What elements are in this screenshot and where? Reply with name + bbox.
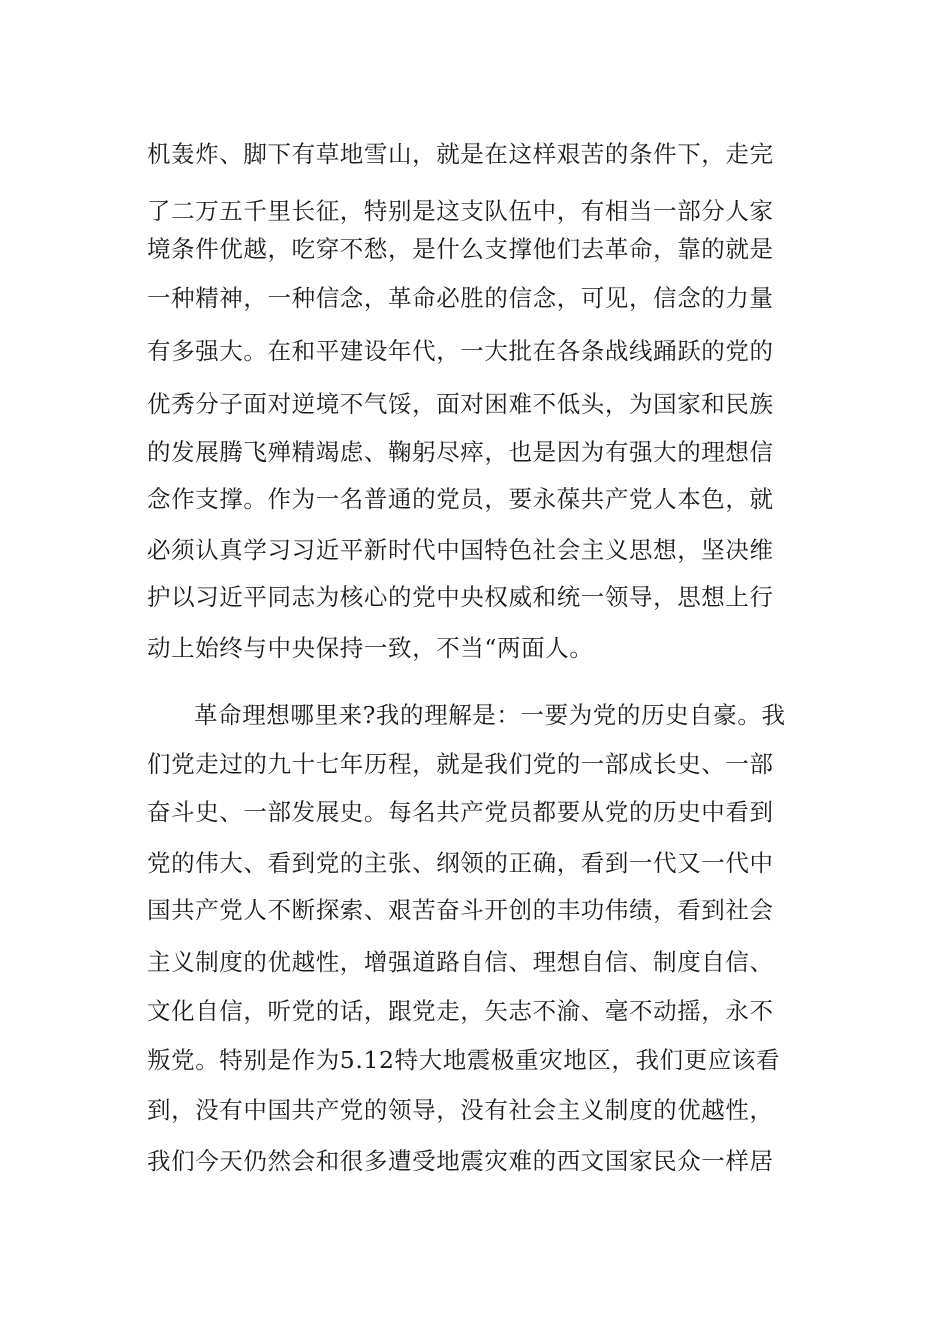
paragraph-1-line-3: 境条件优越，吃穿不愁，是什么支撑他们去革命，靠的就是 <box>147 235 774 263</box>
paragraph-2-line-10: 我们今天仍然会和很多遭受地震灾难的西文国家民众一样居 <box>147 1147 774 1175</box>
paragraph-1-line-5: 有多强大。在和平建设年代，一大批在各条战线踊跃的党的 <box>147 337 774 365</box>
paragraph-2-line-4: 党的伟大、看到党的主张、纲领的正确，看到一代又一代中 <box>147 849 774 877</box>
paragraph-1-line-2: 了二万五千里长征，特别是这支队伍中，有相当一部分人家 <box>147 197 774 225</box>
paragraph-1-line-1: 机轰炸、脚下有草地雪山，就是在这样艰苦的条件下，走完 <box>147 140 774 168</box>
paragraph-2-line-1: 革命理想哪里来?我的理解是：一要为党的历史自豪。我 <box>194 701 786 729</box>
paragraph-1-line-8: 念作支撑。作为一名普通的党员，要永葆共产党人本色，就 <box>147 485 774 513</box>
paragraph-1-line-9: 必须认真学习习近平新时代中国特色社会主义思想，坚决维 <box>147 536 774 564</box>
paragraph-1-line-11: 动上始终与中央保持一致，不当“两面人。 <box>147 634 594 662</box>
paragraph-2-line-7: 文化自信，听党的话，跟党走，矢志不渝、毫不动摇，永不 <box>147 997 774 1025</box>
paragraph-2-line-5: 国共产党人不断探索、艰苦奋斗开创的丰功伟绩，看到社会 <box>147 896 774 924</box>
paragraph-1-line-6: 优秀分子面对逆境不气馁，面对困难不低头，为国家和民族 <box>147 390 774 418</box>
paragraph-2-line-8: 叛党。特别是作为5.12特大地震极重灾地区，我们更应该看 <box>147 1046 781 1074</box>
paragraph-1-line-7: 的发展腾飞殚精竭虑、鞠躬尽瘁，也是因为有强大的理想信 <box>147 438 774 466</box>
paragraph-1-line-10: 护以习近平同志为核心的党中央权威和统一领导，思想上行 <box>147 583 774 611</box>
paragraph-2-line-9: 到，没有中国共产党的领导，没有社会主义制度的优越性， <box>147 1096 774 1124</box>
paragraph-2-line-6: 主义制度的优越性，增强道路自信、理想自信、制度自信、 <box>147 948 774 976</box>
paragraph-2-line-2: 们党走过的九十七年历程，就是我们党的一部成长史、一部 <box>147 750 774 778</box>
paragraph-1-line-4: 一种精神，一种信念，革命必胜的信念，可见，信念的力量 <box>147 284 774 312</box>
paragraph-2-line-3: 奋斗史、一部发展史。每名共产党员都要从党的历史中看到 <box>147 798 774 826</box>
